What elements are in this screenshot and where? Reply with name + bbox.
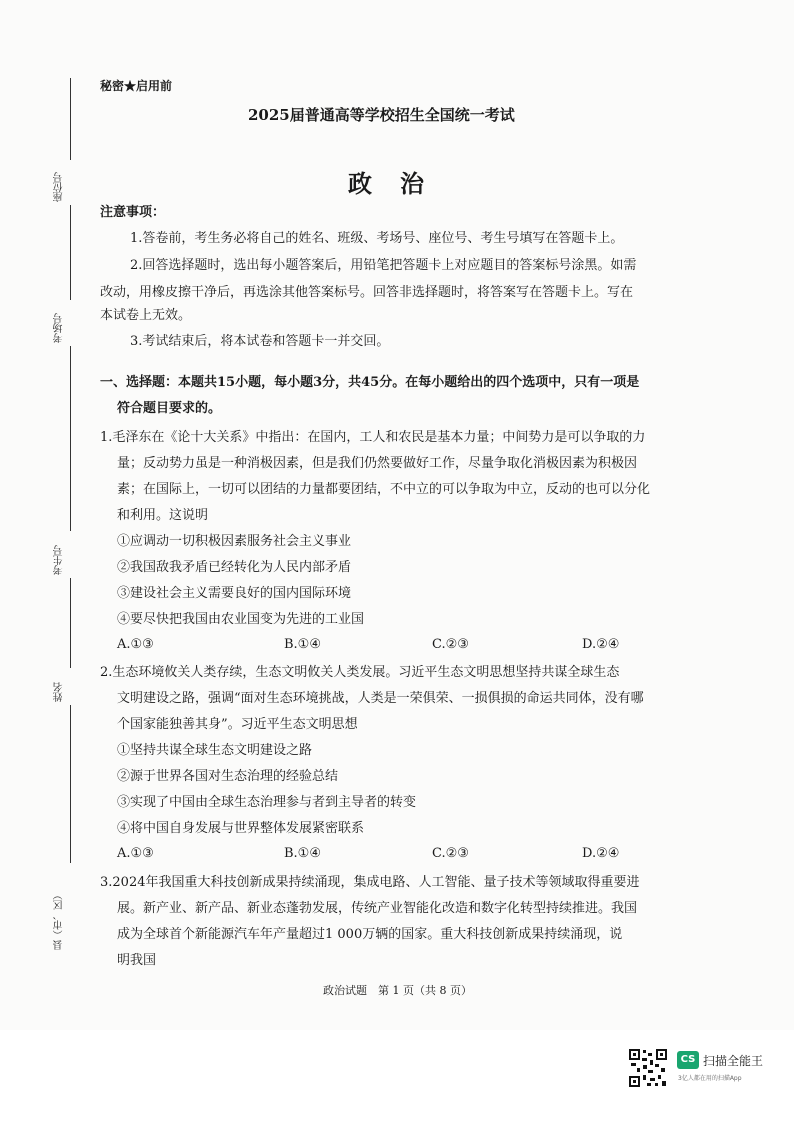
camscanner-logo-icon: CS bbox=[677, 1051, 699, 1069]
question-3-stem: 展。新产业、新产品、新业态蓬勃发展，传统产业智能化改造和数字化转型持续推进。我国 bbox=[117, 901, 638, 916]
question-3-stem: 成为全球首个新能源汽车年产量超过1 000万辆的国家。重大科技创新成果持续涌现，说 bbox=[117, 927, 623, 942]
question-2-item: ③实现了中国由全球生态治理参与者到主导者的转变 bbox=[117, 795, 417, 810]
question-1-stem: 和利用。这说明 bbox=[117, 508, 209, 523]
page-footer: 政治试题 第 1 页（共 8 页） bbox=[323, 984, 472, 997]
candidate-number-label: 考生号 bbox=[54, 545, 65, 575]
exam-room-label: 考场号 bbox=[54, 313, 65, 343]
question-1-item: ②我国敌我矛盾已经转化为人民内部矛盾 bbox=[117, 560, 352, 575]
margin-line bbox=[70, 78, 71, 160]
option-c[interactable]: C.②③ bbox=[432, 846, 469, 861]
question-1-item: ①应调动一切积极因素服务社会主义事业 bbox=[117, 534, 352, 549]
question-2-item: ④将中国自身发展与世界整体发展紧密联系 bbox=[117, 821, 365, 836]
option-d[interactable]: D.②④ bbox=[582, 637, 620, 652]
notice-line: 3.考试结束后，将本试卷和答题卡一并交回。 bbox=[130, 334, 390, 349]
exam-title: 2025届普通高等学校招生全国统一考试 bbox=[248, 106, 515, 124]
question-3-stem: 3.2024年我国重大科技创新成果持续涌现，集成电路、人工智能、量子技术等领域取得重要进 bbox=[100, 875, 640, 890]
notice-title: 注意事项： bbox=[100, 205, 166, 220]
question-3-stem: 明我国 bbox=[117, 953, 157, 968]
question-1-stem: 素；在国际上，一切可以团结的力量都要团结，不中立的可以争取为中立，反动的也可以分化 bbox=[117, 482, 651, 497]
option-a[interactable]: A.①③ bbox=[117, 846, 154, 861]
option-b[interactable]: B.①④ bbox=[284, 846, 321, 861]
question-2-stem: 文明建设之路，强调“面对生态环境挑战，人类是一荣俱荣、一损俱损的命运共同体，没有哪 bbox=[117, 691, 644, 706]
margin-line bbox=[70, 205, 71, 300]
margin-line bbox=[70, 346, 71, 531]
county-label: 县（市、区） bbox=[54, 890, 65, 950]
notice-line: 2.回答选择题时，选出每小题答案后，用铅笔把答题卡上对应题目的答案标号涂黑。如需 bbox=[130, 258, 637, 273]
question-1-stem: 量；反动势力虽是一种消极因素，但是我们仍然要做好工作，尽量争取化消极因素为积极因 bbox=[117, 456, 638, 471]
confidential-mark: 秘密★启用前 bbox=[100, 79, 173, 93]
question-1-options bbox=[117, 637, 717, 657]
question-2-options bbox=[117, 846, 717, 866]
question-2-stem: 个国家能独善其身”。习近平生态文明思想 bbox=[117, 717, 358, 732]
qr-code-icon bbox=[628, 1048, 668, 1088]
question-2-item: ②源于世界各国对生态治理的经验总结 bbox=[117, 769, 339, 784]
section-heading-cont: 符合题目要求的。 bbox=[117, 401, 222, 416]
name-label: 姓名 bbox=[54, 682, 65, 702]
notice-line: 本试卷上无效。 bbox=[100, 308, 192, 323]
option-b[interactable]: B.①④ bbox=[284, 637, 321, 652]
question-2-stem: 2.生态环境攸关人类存续，生态文明攸关人类发展。习近平生态文明思想坚持共谋全球生态 bbox=[100, 665, 620, 680]
question-1-stem: 1.毛泽东在《论十大关系》中指出：在国内，工人和农民是基本力量；中间势力是可以争取的力 bbox=[100, 430, 646, 445]
notice-line: 1.答卷前，考生务必将自己的姓名、班级、考场号、座位号、考生号填写在答题卡上。 bbox=[130, 231, 624, 246]
notice-line: 改动，用橡皮擦干净后，再选涂其他答案标号。回答非选择题时，将答案写在答题卡上。写在 bbox=[100, 285, 634, 300]
question-2-item: ①坚持共谋全球生态文明建设之路 bbox=[117, 743, 313, 758]
question-1-item: ③建设社会主义需要良好的国内国际环境 bbox=[117, 586, 352, 601]
seat-number-label: 座位号 bbox=[54, 172, 65, 202]
question-1-item: ④要尽快把我国由农业国变为先进的工业国 bbox=[117, 612, 365, 627]
section-heading: 一、选择题：本题共15小题，每小题3分，共45分。在每小题给出的四个选项中，只有一项是 bbox=[100, 375, 640, 390]
option-c[interactable]: C.②③ bbox=[432, 637, 469, 652]
option-d[interactable]: D.②④ bbox=[582, 846, 620, 861]
margin-line bbox=[70, 578, 71, 668]
scanner-app-name: 扫描全能王 bbox=[703, 1054, 764, 1068]
scanner-slogan: 3亿人都在用的扫描App bbox=[678, 1075, 742, 1082]
option-a[interactable]: A.①③ bbox=[117, 637, 154, 652]
margin-line bbox=[70, 705, 71, 863]
subject-title: 政 治 bbox=[348, 169, 426, 198]
